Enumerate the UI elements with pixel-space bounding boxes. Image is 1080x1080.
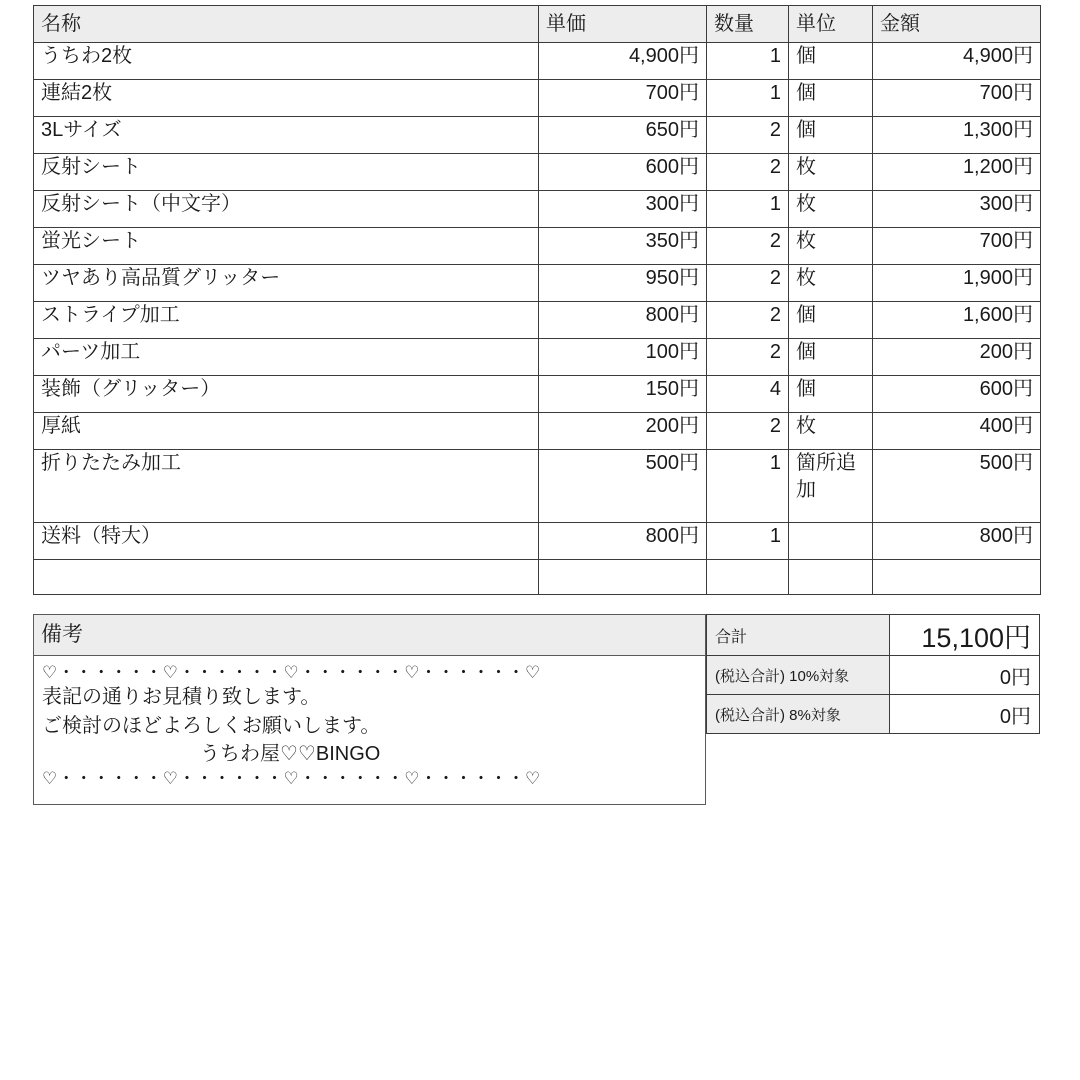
- cell-unit-price: 950円: [539, 265, 707, 302]
- line-items-table-container: [33, 5, 1040, 595]
- cell-quantity: 4: [707, 376, 789, 413]
- grand-total-label: 合計: [707, 615, 890, 656]
- cell-name: 送料（特大）: [34, 523, 539, 560]
- cell-name: 反射シート: [34, 154, 539, 191]
- cell-amount: 400円: [873, 413, 1041, 450]
- cell-quantity: 1: [707, 523, 789, 560]
- table-header: [34, 6, 1041, 43]
- totals-table: [706, 614, 1040, 734]
- table-row: [34, 191, 1041, 228]
- cell-unit: 枚: [789, 265, 873, 302]
- cell-name: 反射シート（中文字）: [34, 191, 539, 228]
- cell-amount: 500円: [873, 450, 1041, 523]
- cell-name: ストライプ加工: [34, 302, 539, 339]
- cell-name: 折りたたみ加工: [34, 450, 539, 523]
- table-row: [34, 43, 1041, 80]
- cell-name: パーツ加工: [34, 339, 539, 376]
- cell-unit: 個: [789, 117, 873, 154]
- remarks-decoration-bottom: ♡・・・・・・♡・・・・・・♡・・・・・・♡・・・・・・♡: [42, 769, 541, 789]
- cell-unit-price: 200円: [539, 413, 707, 450]
- tax8-label: (税込合計) 8%対象: [707, 695, 890, 734]
- cell-unit: 枚: [789, 154, 873, 191]
- remarks-title: 備考: [34, 615, 705, 656]
- cell-name: 3Lサイズ: [34, 117, 539, 154]
- cell-unit-price: 300円: [539, 191, 707, 228]
- remarks-decoration-top: ♡・・・・・・♡・・・・・・♡・・・・・・♡・・・・・・♡: [42, 663, 541, 682]
- cell-amount: 1,200円: [873, 154, 1041, 191]
- cell-unit-price: 500円: [539, 450, 707, 523]
- cell-name: 装飾（グリッター）: [34, 376, 539, 413]
- cell-unit-price: 4,900円: [539, 43, 707, 80]
- remarks-line-1: 表記の通りお見積り致します。: [42, 686, 321, 709]
- line-items-table: [33, 5, 1041, 595]
- cell-unit: 箇所追加: [789, 450, 873, 523]
- cell-quantity: [707, 560, 789, 595]
- cell-unit: 枚: [789, 191, 873, 228]
- table-row: [34, 376, 1041, 413]
- tax10-value: 0円: [890, 656, 1040, 695]
- cell-quantity: 1: [707, 43, 789, 80]
- cell-quantity: 2: [707, 265, 789, 302]
- cell-unit-price: 800円: [539, 523, 707, 560]
- cell-quantity: 2: [707, 413, 789, 450]
- table-row: [34, 302, 1041, 339]
- cell-amount: 600円: [873, 376, 1041, 413]
- column-header-name: 名称: [34, 6, 539, 43]
- cell-unit-price: 800円: [539, 302, 707, 339]
- cell-name: うちわ2枚: [34, 43, 539, 80]
- cell-unit: 個: [789, 302, 873, 339]
- tax8-row: [707, 695, 1040, 734]
- table-header-row: [34, 6, 1041, 43]
- cell-amount: [873, 560, 1041, 595]
- tax8-value: 0円: [890, 695, 1040, 734]
- cell-unit-price: 350円: [539, 228, 707, 265]
- cell-quantity: 2: [707, 339, 789, 376]
- cell-name: 蛍光シート: [34, 228, 539, 265]
- table-row: [34, 265, 1041, 302]
- cell-quantity: 1: [707, 80, 789, 117]
- cell-name: ツヤあり高品質グリッター: [34, 265, 539, 302]
- cell-unit-price: 150円: [539, 376, 707, 413]
- cell-name: 厚紙: [34, 413, 539, 450]
- cell-unit: 枚: [789, 413, 873, 450]
- cell-unit: [789, 523, 873, 560]
- cell-amount: 800円: [873, 523, 1041, 560]
- cell-quantity: 2: [707, 117, 789, 154]
- remarks-body: [34, 656, 705, 804]
- table-row: [34, 523, 1041, 560]
- cell-quantity: 2: [707, 228, 789, 265]
- remarks-box: [33, 614, 706, 805]
- cell-name: [34, 560, 539, 595]
- cell-amount: 4,900円: [873, 43, 1041, 80]
- table-row: [34, 228, 1041, 265]
- column-header-quantity: 数量: [707, 6, 789, 43]
- cell-amount: 300円: [873, 191, 1041, 228]
- cell-quantity: 2: [707, 302, 789, 339]
- table-row: [34, 117, 1041, 154]
- cell-quantity: 1: [707, 450, 789, 523]
- cell-unit-price: 100円: [539, 339, 707, 376]
- table-row-empty: [34, 560, 1041, 595]
- cell-unit: 個: [789, 43, 873, 80]
- table-row: [34, 80, 1041, 117]
- cell-unit: 個: [789, 376, 873, 413]
- cell-unit-price: 600円: [539, 154, 707, 191]
- column-header-unit: 単位: [789, 6, 873, 43]
- cell-unit: 個: [789, 339, 873, 376]
- cell-unit: 枚: [789, 228, 873, 265]
- table-row: [34, 413, 1041, 450]
- tax10-label: (税込合計) 10%対象: [707, 656, 890, 695]
- column-header-unit-price: 単価: [539, 6, 707, 43]
- cell-unit-price: 700円: [539, 80, 707, 117]
- cell-quantity: 1: [707, 191, 789, 228]
- cell-amount: 700円: [873, 228, 1041, 265]
- table-body: [34, 43, 1041, 595]
- remarks-line-2: ご検討のほどよろしくお願いします。: [42, 714, 381, 737]
- remarks-signature: うちわ屋♡♡BINGO: [200, 743, 381, 766]
- cell-name: 連結2枚: [34, 80, 539, 117]
- cell-amount: 700円: [873, 80, 1041, 117]
- table-row: [34, 450, 1041, 523]
- tax10-row: [707, 656, 1040, 695]
- table-row: [34, 339, 1041, 376]
- cell-unit-price: [539, 560, 707, 595]
- cell-amount: 200円: [873, 339, 1041, 376]
- cell-unit: 個: [789, 80, 873, 117]
- table-row: [34, 154, 1041, 191]
- cell-quantity: 2: [707, 154, 789, 191]
- grand-total-row: [707, 615, 1040, 656]
- cell-amount: 1,600円: [873, 302, 1041, 339]
- column-header-amount: 金額: [873, 6, 1041, 43]
- cell-amount: 1,900円: [873, 265, 1041, 302]
- grand-total-value: 15,100円: [890, 615, 1040, 656]
- cell-unit-price: 650円: [539, 117, 707, 154]
- cell-amount: 1,300円: [873, 117, 1041, 154]
- cell-unit: [789, 560, 873, 595]
